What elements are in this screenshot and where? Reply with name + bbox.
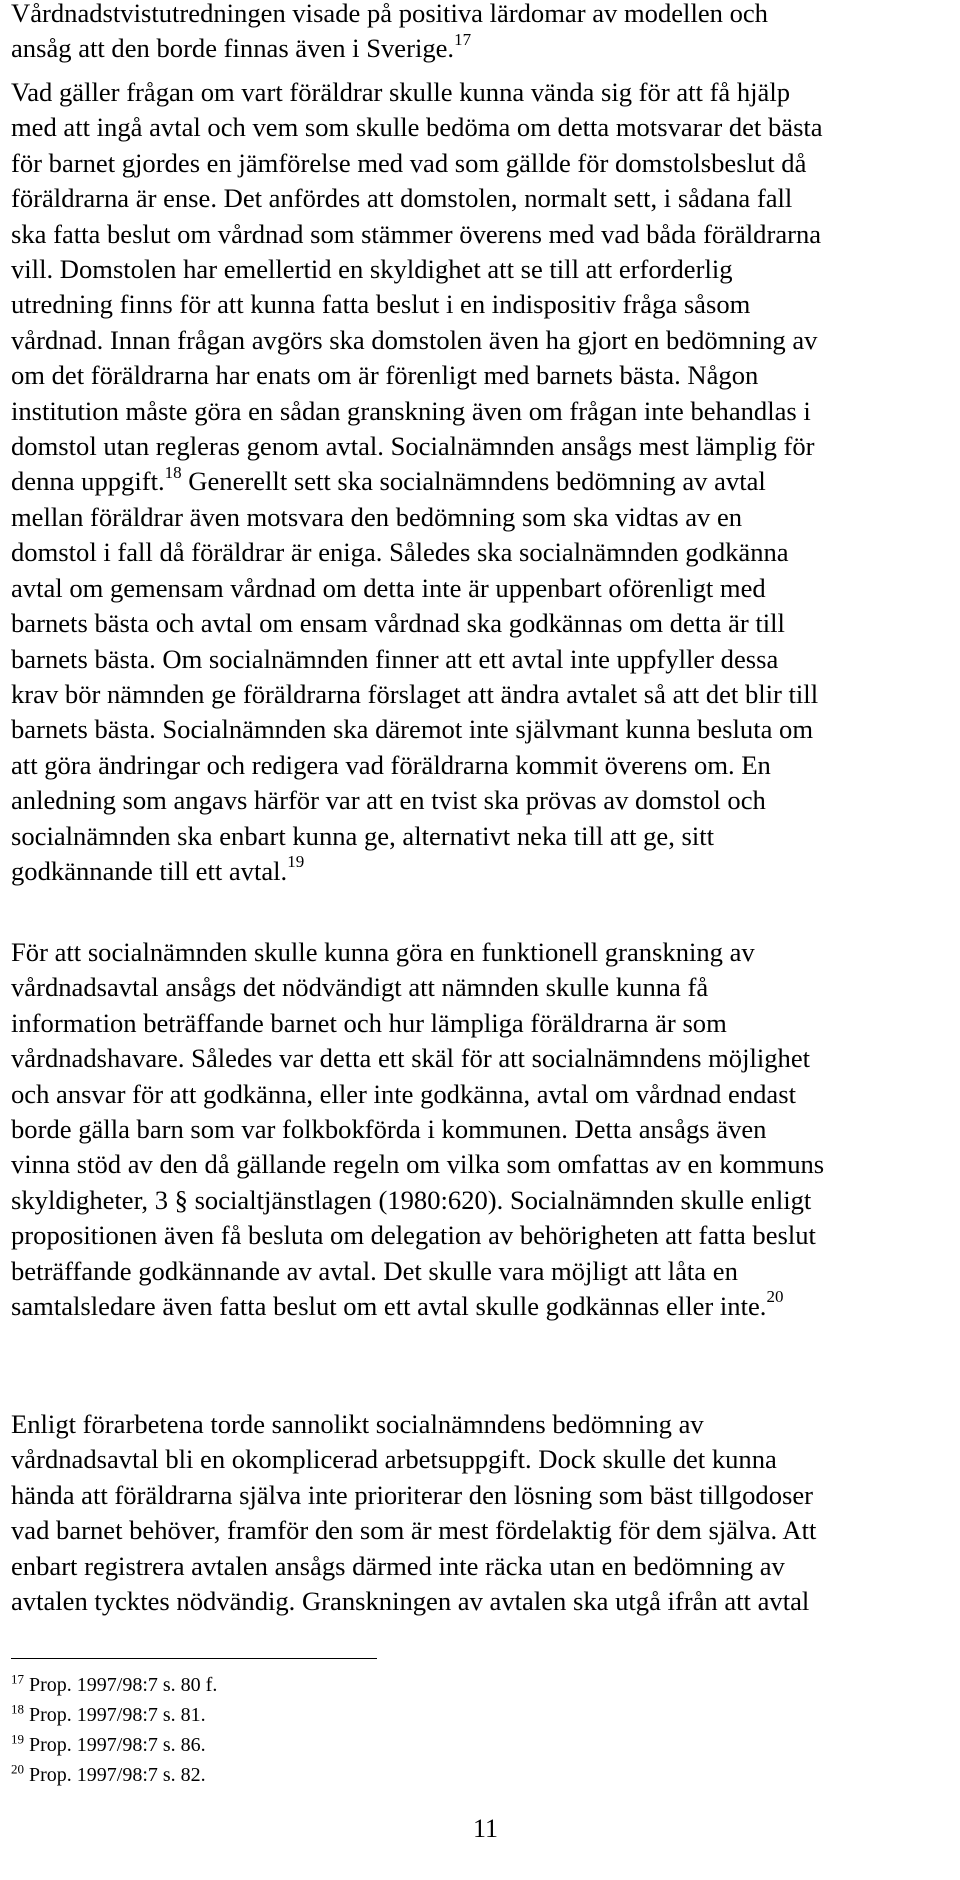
text-line: avtal om gemensam vårdnad om detta inte är uppenbart oförenligt med	[11, 572, 766, 603]
footnote-number: 19	[11, 1731, 24, 1747]
text-line: vill. Domstolen har emellertid en skyldighet att se till att erforderlig	[11, 254, 733, 285]
footnote-separator	[11, 1658, 377, 1659]
text-line: För att socialnämnden skulle kunna göra en funktionell granskning av	[11, 937, 755, 967]
footnotes	[11, 1670, 217, 1790]
footnote-ref: 18	[164, 462, 182, 482]
text-line: domstol i fall då föräldrar är eniga. Således ska socialnämnden godkänna	[11, 537, 789, 568]
text-segment: denna uppgift.	[11, 466, 165, 497]
footnote-ref: 19	[287, 852, 305, 872]
text-line: borde gälla barn som var folkbokförda i kommunen. Detta ansågs även	[11, 1114, 767, 1145]
text-line: beträffande godkännande av avtal. Det skulle vara möjligt att låta en	[11, 1255, 738, 1286]
text-line: avtalen tycktes nödvändig. Granskningen av avtalen ska utgå ifrån att avtal	[11, 1586, 810, 1617]
text-line: ska fatta beslut om vårdnad som stämmer överens med vad båda föräldrarna	[11, 218, 822, 249]
text-line: mellan föräldrar även motsvara den bedömning som ska vidtas av en	[11, 501, 743, 532]
text-line	[11, 31, 768, 66]
text-line: socialnämnden ska enbart kunna ge, alternativt neka till att ge, sitt	[11, 820, 715, 851]
text-line: domstol utan regleras genom avtal. Socialnämnden ansågs mest lämplig för	[11, 431, 815, 462]
footnote-ref: 17	[454, 29, 472, 49]
text-line: att göra ändringar och redigera vad föräldrarna kommit överens om. En	[11, 749, 771, 780]
text-line: barnets bästa. Socialnämnden ska däremot inte självmant kunna besluta om	[11, 714, 814, 745]
text-line: för barnet gjordes en jämförelse med vad som gällde för domstolsbeslut då	[11, 147, 807, 178]
text-line: Vårdnadstvistutredningen visade på positiva lärdomar av modellen och	[11, 0, 768, 28]
text-line: barnets bästa och avtal om ensam vårdnad ska godkännas om detta är till	[11, 608, 785, 639]
text-line: vårdnadsavtal ansågs det nödvändigt att nämnden skulle kunna få	[11, 972, 709, 1003]
text-line: Vad gäller frågan om vart föräldrar skulle kunna vända sig för att få hjälp	[11, 77, 791, 107]
paragraph-2	[11, 75, 823, 889]
text-line: vårdnadsavtal bli en okomplicerad arbetsuppgift. Dock skulle det kunna	[11, 1444, 777, 1475]
text-line: institution måste göra en sådan granskning även om frågan inte behandlas i	[11, 395, 811, 426]
paragraph-1	[11, 0, 768, 67]
footnote-text: Prop. 1997/98:7 s. 80 f.	[29, 1674, 218, 1696]
text-line: Enligt förarbetena torde sannolikt socialnämndens bedömning av	[11, 1409, 704, 1439]
text-line: vinna stöd av den då gällande regeln om vilka som omfattas av en kommuns	[11, 1149, 825, 1180]
footnote-number: 20	[11, 1761, 24, 1777]
footnote-number: 18	[11, 1701, 24, 1717]
text-line	[11, 1289, 824, 1324]
footnote-number: 17	[11, 1671, 24, 1687]
text-line: enbart registrera avtalen ansågs därmed inte räcka utan en bedömning av	[11, 1550, 785, 1581]
footnote	[11, 1760, 217, 1790]
text-line: anledning som angavs härför var att en tvist ska prövas av domstol och	[11, 785, 766, 816]
text-line: skyldigheter, 3 § socialtjänstlagen (1980:620). Socialnämnden skulle enligt	[11, 1184, 812, 1215]
paragraph-4	[11, 1407, 816, 1619]
footnote-text: Prop. 1997/98:7 s. 82.	[29, 1764, 206, 1786]
text-line: utredning finns för att kunna fatta beslut i en indispositiv fråga såsom	[11, 289, 751, 320]
text-line: med att ingå avtal och vem som skulle bedöma om detta motsvarar det bästa	[11, 112, 823, 143]
text-line: vårdnadshavare. Således var detta ett skäl för att socialnämndens möjlighet	[11, 1043, 811, 1074]
text-line: föräldrarna är ense. Det anfördes att domstolen, normalt sett, i sådana fall	[11, 183, 793, 214]
text-segment: Generellt sett ska socialnämndens bedömning av avtal	[181, 466, 766, 497]
footnote-text: Prop. 1997/98:7 s. 86.	[29, 1734, 206, 1756]
text-line: hända att föräldrarna själva inte prioriterar den lösning som bäst tillgodoser	[11, 1479, 814, 1510]
paragraph-3	[11, 935, 824, 1324]
text-line: vårdnad. Innan frågan avgörs ska domstolen även ha gjort en bedömning av	[11, 324, 818, 355]
footnote	[11, 1670, 217, 1700]
text-segment: godkännande till ett avtal.	[11, 855, 288, 886]
footnote	[11, 1700, 217, 1730]
text-segment: samtalsledare även fatta beslut om ett avtal skulle godkännas eller inte.	[11, 1291, 767, 1322]
text-line: om det föräldrarna har enats om är förenligt med barnets bästa. Någon	[11, 360, 759, 391]
text-segment: ansåg att den borde finnas även i Sverige.	[11, 33, 455, 64]
text-line: information beträffande barnet och hur lämpliga föräldrarna är som	[11, 1007, 727, 1038]
text-line: barnets bästa. Om socialnämnden finner att ett avtal inte uppfyller dessa	[11, 643, 779, 674]
footnote-ref: 20	[766, 1287, 784, 1307]
footnote-text: Prop. 1997/98:7 s. 81.	[29, 1704, 206, 1726]
footnote	[11, 1730, 217, 1760]
text-line: och ansvar för att godkänna, eller inte godkänna, avtal om vårdnad endast	[11, 1078, 796, 1109]
text-line	[11, 854, 823, 889]
text-line: vad barnet behöver, framför den som är mest fördelaktig för dem själva. Att	[11, 1515, 817, 1546]
text-line: krav bör nämnden ge föräldrarna förslaget att ändra avtalet så att det blir till	[11, 678, 819, 709]
text-line	[11, 464, 823, 499]
text-line: propositionen även få besluta om delegation av behörigheten att fatta beslut	[11, 1220, 816, 1251]
page-number: 11	[473, 1814, 499, 1843]
